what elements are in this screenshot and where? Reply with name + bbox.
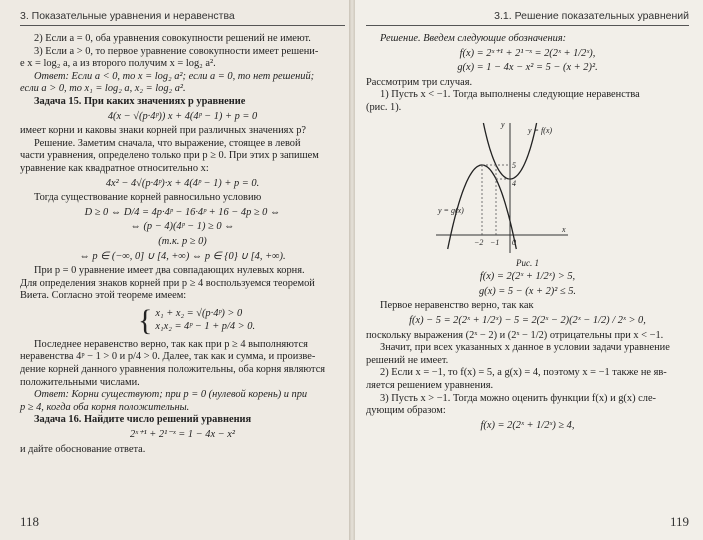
- text-line: Тогда существование корней равносильно условию: [34, 192, 262, 204]
- formula-line: g(x) = 1 − 4x − x² = 5 − (x + 2)².: [457, 62, 598, 74]
- text-line: Последнее неравенство верно, так как при p ≥ 4 выполняются: [34, 338, 308, 350]
- tick-minus2: −2: [474, 237, 484, 247]
- formula-line: 4x² − 4√(p·4ᵖ)·x + 4(4ᵖ − 1) + p = 0.: [105, 177, 260, 189]
- formula-line: ⇔ p ∈ (−∞, 0] ∪ [4, +∞) ⇔ p ∈ {0} ∪ [4, +∞).: [79, 250, 286, 262]
- text-line: дующим образом:: [366, 405, 446, 417]
- text-line: поскольку выражения (2ˣ − 2) и (2ˣ − 1/2) отрицательны при x < −1.: [366, 329, 664, 341]
- right-page: [352, 0, 703, 540]
- text-line: Виета. Согласно этой теореме имеем:: [20, 290, 187, 302]
- formula-line: 2ˣ⁺¹ + 2¹⁻ˣ = 1 − 4x − x²: [129, 429, 235, 441]
- right-page-number: 119: [669, 514, 689, 529]
- text-line: Рассмотрим три случая.: [366, 76, 473, 88]
- left-running-header: 3. Показательные уравнения и неравенства: [20, 10, 235, 22]
- figure-graph: [432, 117, 572, 257]
- text-line: Ответ: Если a < 0, то x = log₂ a²; если a = 0, то нет решений;: [34, 70, 315, 82]
- text-line: p ≥ 4, когда оба корня положительны.: [20, 401, 190, 413]
- figure-caption: Рис. 1: [516, 257, 539, 268]
- text-line: Первое неравенство верно, так как: [380, 300, 534, 312]
- book-gutter: [349, 0, 355, 540]
- formula-line: D ≥ 0 ⇔ D/4 = 4p·4ᵖ − 16·4ᵖ + 16 − 4p ≥ 0 ⇔: [84, 206, 281, 218]
- system-brace: {: [138, 303, 153, 337]
- text-line: Значит, при всех указанных x данное в условии задачи уравнение: [380, 342, 670, 354]
- text-line: Для определения знаков корней при p ≥ 4 воспользуемся теоремой: [20, 277, 315, 289]
- text-line: При p = 0 уравнение имеет два совпадающих нулевых корня.: [34, 265, 305, 277]
- text-line: неравенства 4ᵖ − 1 > 0 и p/4 > 0. Далее, так как и сумма, и произве-: [20, 351, 316, 363]
- formula-line: g(x) = 5 − (x + 2)² ≤ 5.: [478, 285, 577, 297]
- text-line: Задача 15. При каких значениях p уравнение: [34, 95, 246, 107]
- label-f: y = f(x): [528, 125, 553, 135]
- text-line: Ответ: Корни существуют; при p = 0 (нулевой корень) и при: [34, 389, 308, 401]
- text-line: если a > 0, то x₁ = log₂ a, x₂ = log₂ a².: [20, 83, 186, 95]
- text-line: части уравнения, определено только при p ≥ 0. При этих p запишем: [20, 150, 319, 162]
- formula-line: 4(x − √(p·4ᵖ)) x + 4(4ᵖ − 1) + p = 0: [107, 110, 258, 122]
- tick-0: 0: [512, 237, 516, 247]
- text-line: Задача 16. Найдите число решений уравнения: [34, 414, 252, 426]
- tick-5: 5: [512, 160, 516, 170]
- text-line: дение корней данного уравнения положительны, оба корня являются: [20, 364, 326, 376]
- axis-y-label: y: [501, 119, 505, 129]
- text-line: (рис. 1).: [366, 101, 402, 113]
- text-line: 2) Если a = 0, оба уравнения совокупности решений не имеют.: [34, 33, 311, 44]
- left-page-number: 118: [20, 514, 40, 529]
- graph-svg: [432, 117, 572, 257]
- text-line: и дайте обоснование ответа.: [20, 443, 146, 455]
- system-rows: [155, 306, 255, 336]
- text-line: е x = log₂ a, а из второго получим x = log₂ a².: [20, 58, 216, 70]
- tick-4: 4: [512, 178, 516, 188]
- text-line: 1) Пусть x < −1. Тогда выполнены следующие неравенства: [380, 89, 640, 101]
- text-line: 2) Если x = −1, то f(x) = 5, а g(x) = 4, поэтому x = −1 также не яв-: [380, 367, 667, 379]
- formula-line: f(x) − 5 = 2(2ˣ + 1/2ˣ) − 5 = 2(2ˣ − 2)(2ˣ − 1/2) / 2ˣ > 0,: [409, 314, 646, 326]
- left-header-rule: [20, 25, 345, 26]
- left-text-column: [20, 33, 345, 456]
- text-line: 3) Если a > 0, то первое уравнение совокупности имеет решени-: [34, 45, 319, 57]
- formula-line: f(x) = 2ˣ⁺¹ + 2¹⁻ˣ = 2(2ˣ + 1/2ˣ),: [459, 47, 596, 59]
- text-line: положительными числами.: [20, 376, 140, 388]
- text-line: ляется решением уравнения.: [366, 379, 494, 391]
- formula-line: f(x) = 2(2ˣ + 1/2ˣ) > 5,: [479, 271, 576, 283]
- system-equation: x₁x₂ = 4ᵖ − 1 + p/4 > 0.: [155, 320, 256, 332]
- text-line: Решение. Введем следующие обозначения:: [380, 33, 567, 44]
- right-running-header: 3.1. Решение показательных уравнений: [494, 10, 689, 22]
- text-line: Решение. Заметим сначала, что выражение, стоящее в левой: [34, 137, 301, 149]
- text-line: имеет корни и каковы знаки корней при различных значениях p?: [20, 125, 307, 137]
- text-line: решений не имеет.: [366, 354, 449, 366]
- formula-line: f(x) = 2(2ˣ + 1/2ˣ) ≥ 4,: [480, 419, 575, 431]
- text-line: 3) Пусть x > −1. Тогда можно оценить функции f(x) и g(x) сле-: [380, 392, 657, 404]
- system-equation: x₁ + x₂ = √(p·4ᵖ) > 0: [155, 308, 243, 320]
- vieta-system: [138, 303, 345, 337]
- formula-line: (т.к. p ≥ 0): [158, 235, 207, 247]
- formula-line: ⇔ (p − 4)(4ᵖ − 1) ≥ 0 ⇔: [130, 221, 235, 233]
- axis-x-label: x: [562, 224, 566, 234]
- text-line: уравнение как квадратное относительно x:: [20, 162, 209, 174]
- tick-minus1: −1: [490, 237, 500, 247]
- label-g: y = g(x): [438, 205, 464, 215]
- right-text-column: [366, 33, 689, 434]
- right-header-rule: [366, 25, 689, 26]
